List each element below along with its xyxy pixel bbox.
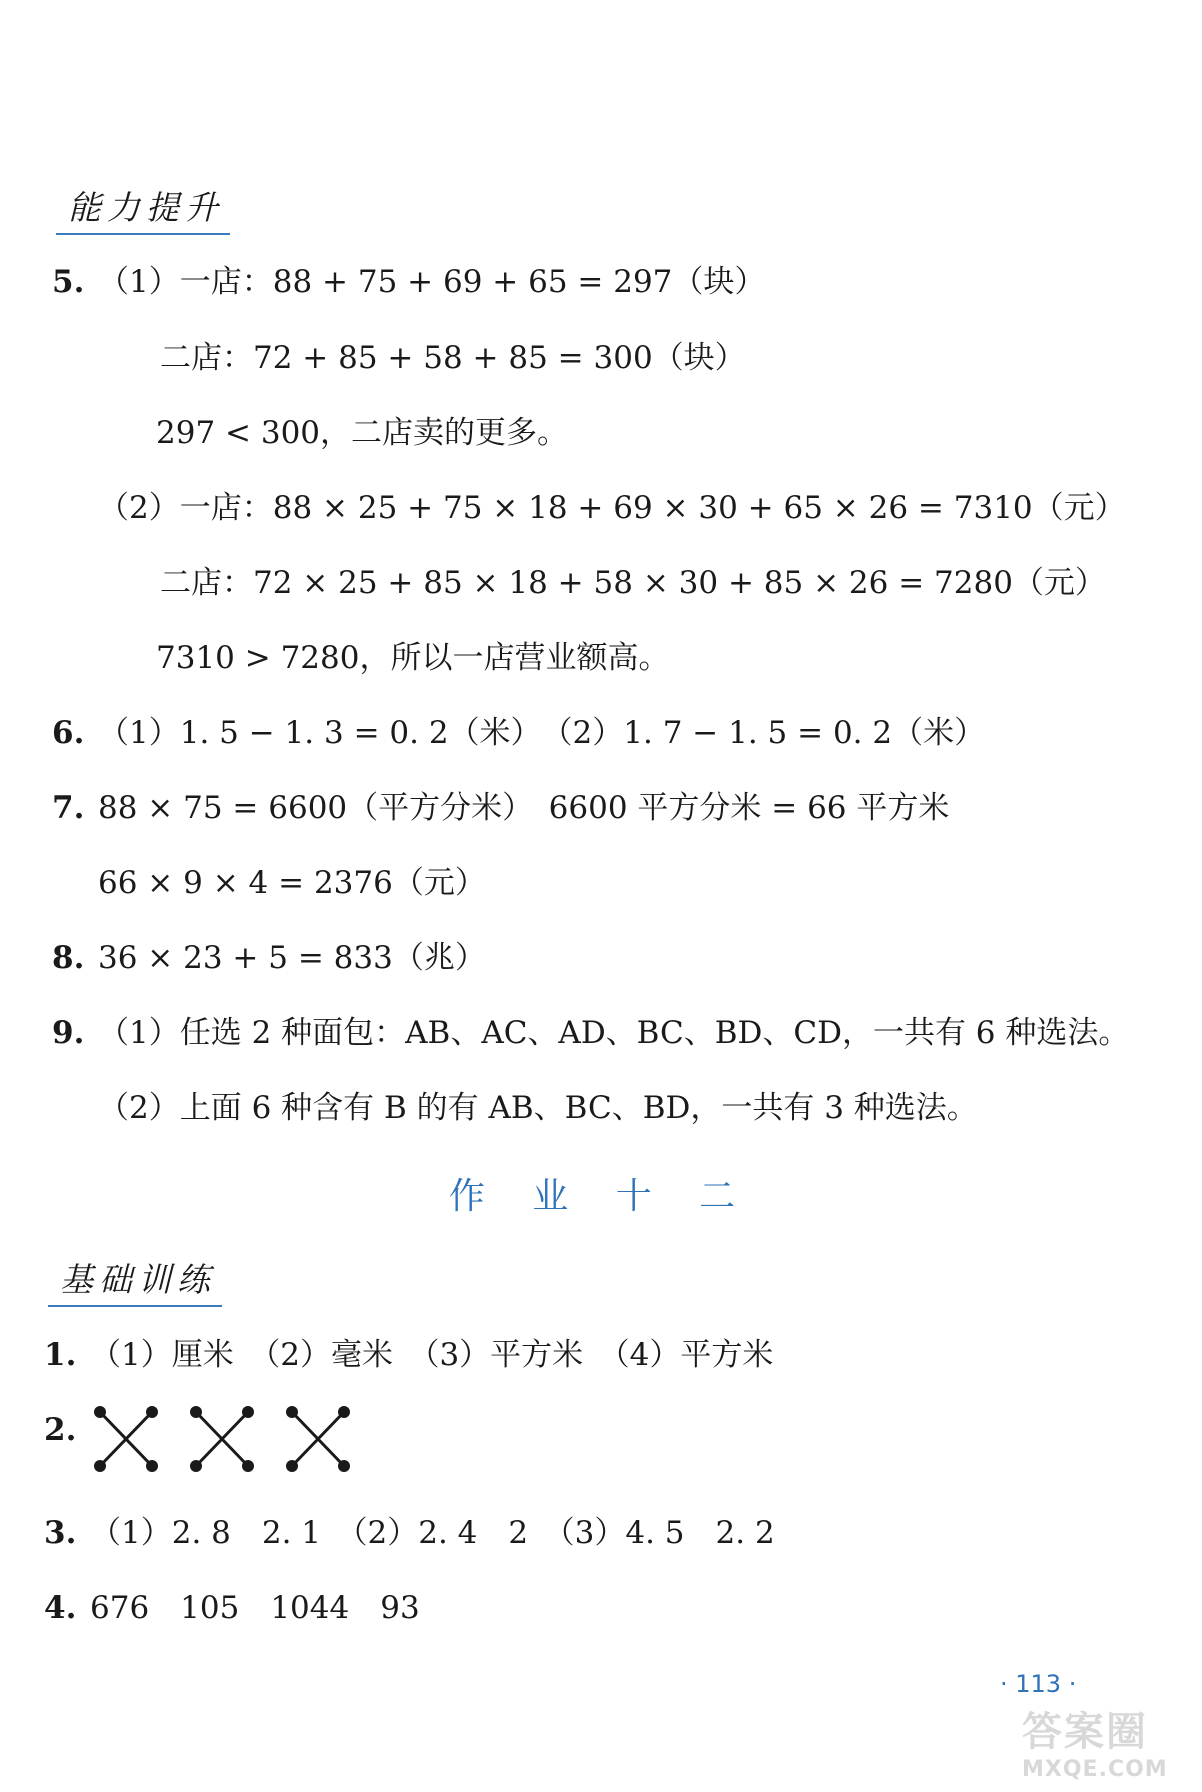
heading-underline bbox=[48, 1305, 222, 1307]
cross-3 bbox=[288, 1408, 349, 1471]
watermark-logo: 答案圈 MXQE.COM bbox=[1022, 1709, 1168, 1782]
b2-line-1: 2. bbox=[44, 1412, 77, 1448]
q5-line-1: 5. （1）一店：88 + 75 + 69 + 65 = 297（块） bbox=[52, 264, 766, 300]
q5-line-5: 二店：72 × 25 + 85 × 18 + 58 × 30 + 85 × 26 = 7280（元） bbox=[160, 565, 1106, 601]
q8-line-1: 8. 36 × 23 + 5 = 833（兆） bbox=[52, 940, 486, 976]
q9-line-1: 9. （1）任选 2 种面包：AB、AC、AD、BC、BD、CD，一共有 6 种选法。 bbox=[52, 1015, 1130, 1051]
q5-line-6: 7310 > 7280，所以一店营业额高。 bbox=[156, 640, 670, 676]
heading-underline bbox=[56, 233, 230, 235]
q7-line-1: 7. 88 × 75 = 6600（平方分米） 6600 平方分米 = 66 平方米 bbox=[52, 790, 950, 826]
section-heading-ability: 能力提升 bbox=[68, 182, 224, 229]
q9-line-2: （2）上面 6 种含有 B 的有 AB、BC、BD，一共有 3 种选法。 bbox=[98, 1090, 978, 1126]
b1-line-1: 1. （1）厘米 （2）毫米 （3）平方米 （4）平方米 bbox=[44, 1337, 774, 1373]
q5-line-4: （2）一店：88 × 25 + 75 × 18 + 69 × 30 + 65 × 26 = 7310（元） bbox=[98, 490, 1126, 526]
section-heading-basic: 基础训练 bbox=[60, 1254, 216, 1301]
chapter-title: 作 业 十 二 bbox=[448, 1176, 754, 1217]
cross-figure bbox=[92, 1404, 362, 1474]
q6-line-1: 6. （1）1. 5 − 1. 3 = 0. 2（米） （2）1. 7 − 1. 5 = 0. 2（米） bbox=[52, 715, 986, 751]
b3-line-1: 3. （1）2. 8 2. 1 （2）2. 4 2 （3）4. 5 2. 2 bbox=[44, 1515, 775, 1551]
page-number: · 113 · bbox=[1000, 1670, 1077, 1698]
q5-line-2: 二店：72 + 85 + 58 + 85 = 300（块） bbox=[160, 340, 746, 376]
q7-line-2: 66 × 9 × 4 = 2376（元） bbox=[98, 865, 486, 901]
cross-1 bbox=[96, 1408, 157, 1471]
q5-line-3: 297 < 300，二店卖的更多。 bbox=[156, 415, 569, 451]
b4-line-1: 4. 676 105 1044 93 bbox=[44, 1590, 420, 1626]
cross-2 bbox=[192, 1408, 253, 1471]
